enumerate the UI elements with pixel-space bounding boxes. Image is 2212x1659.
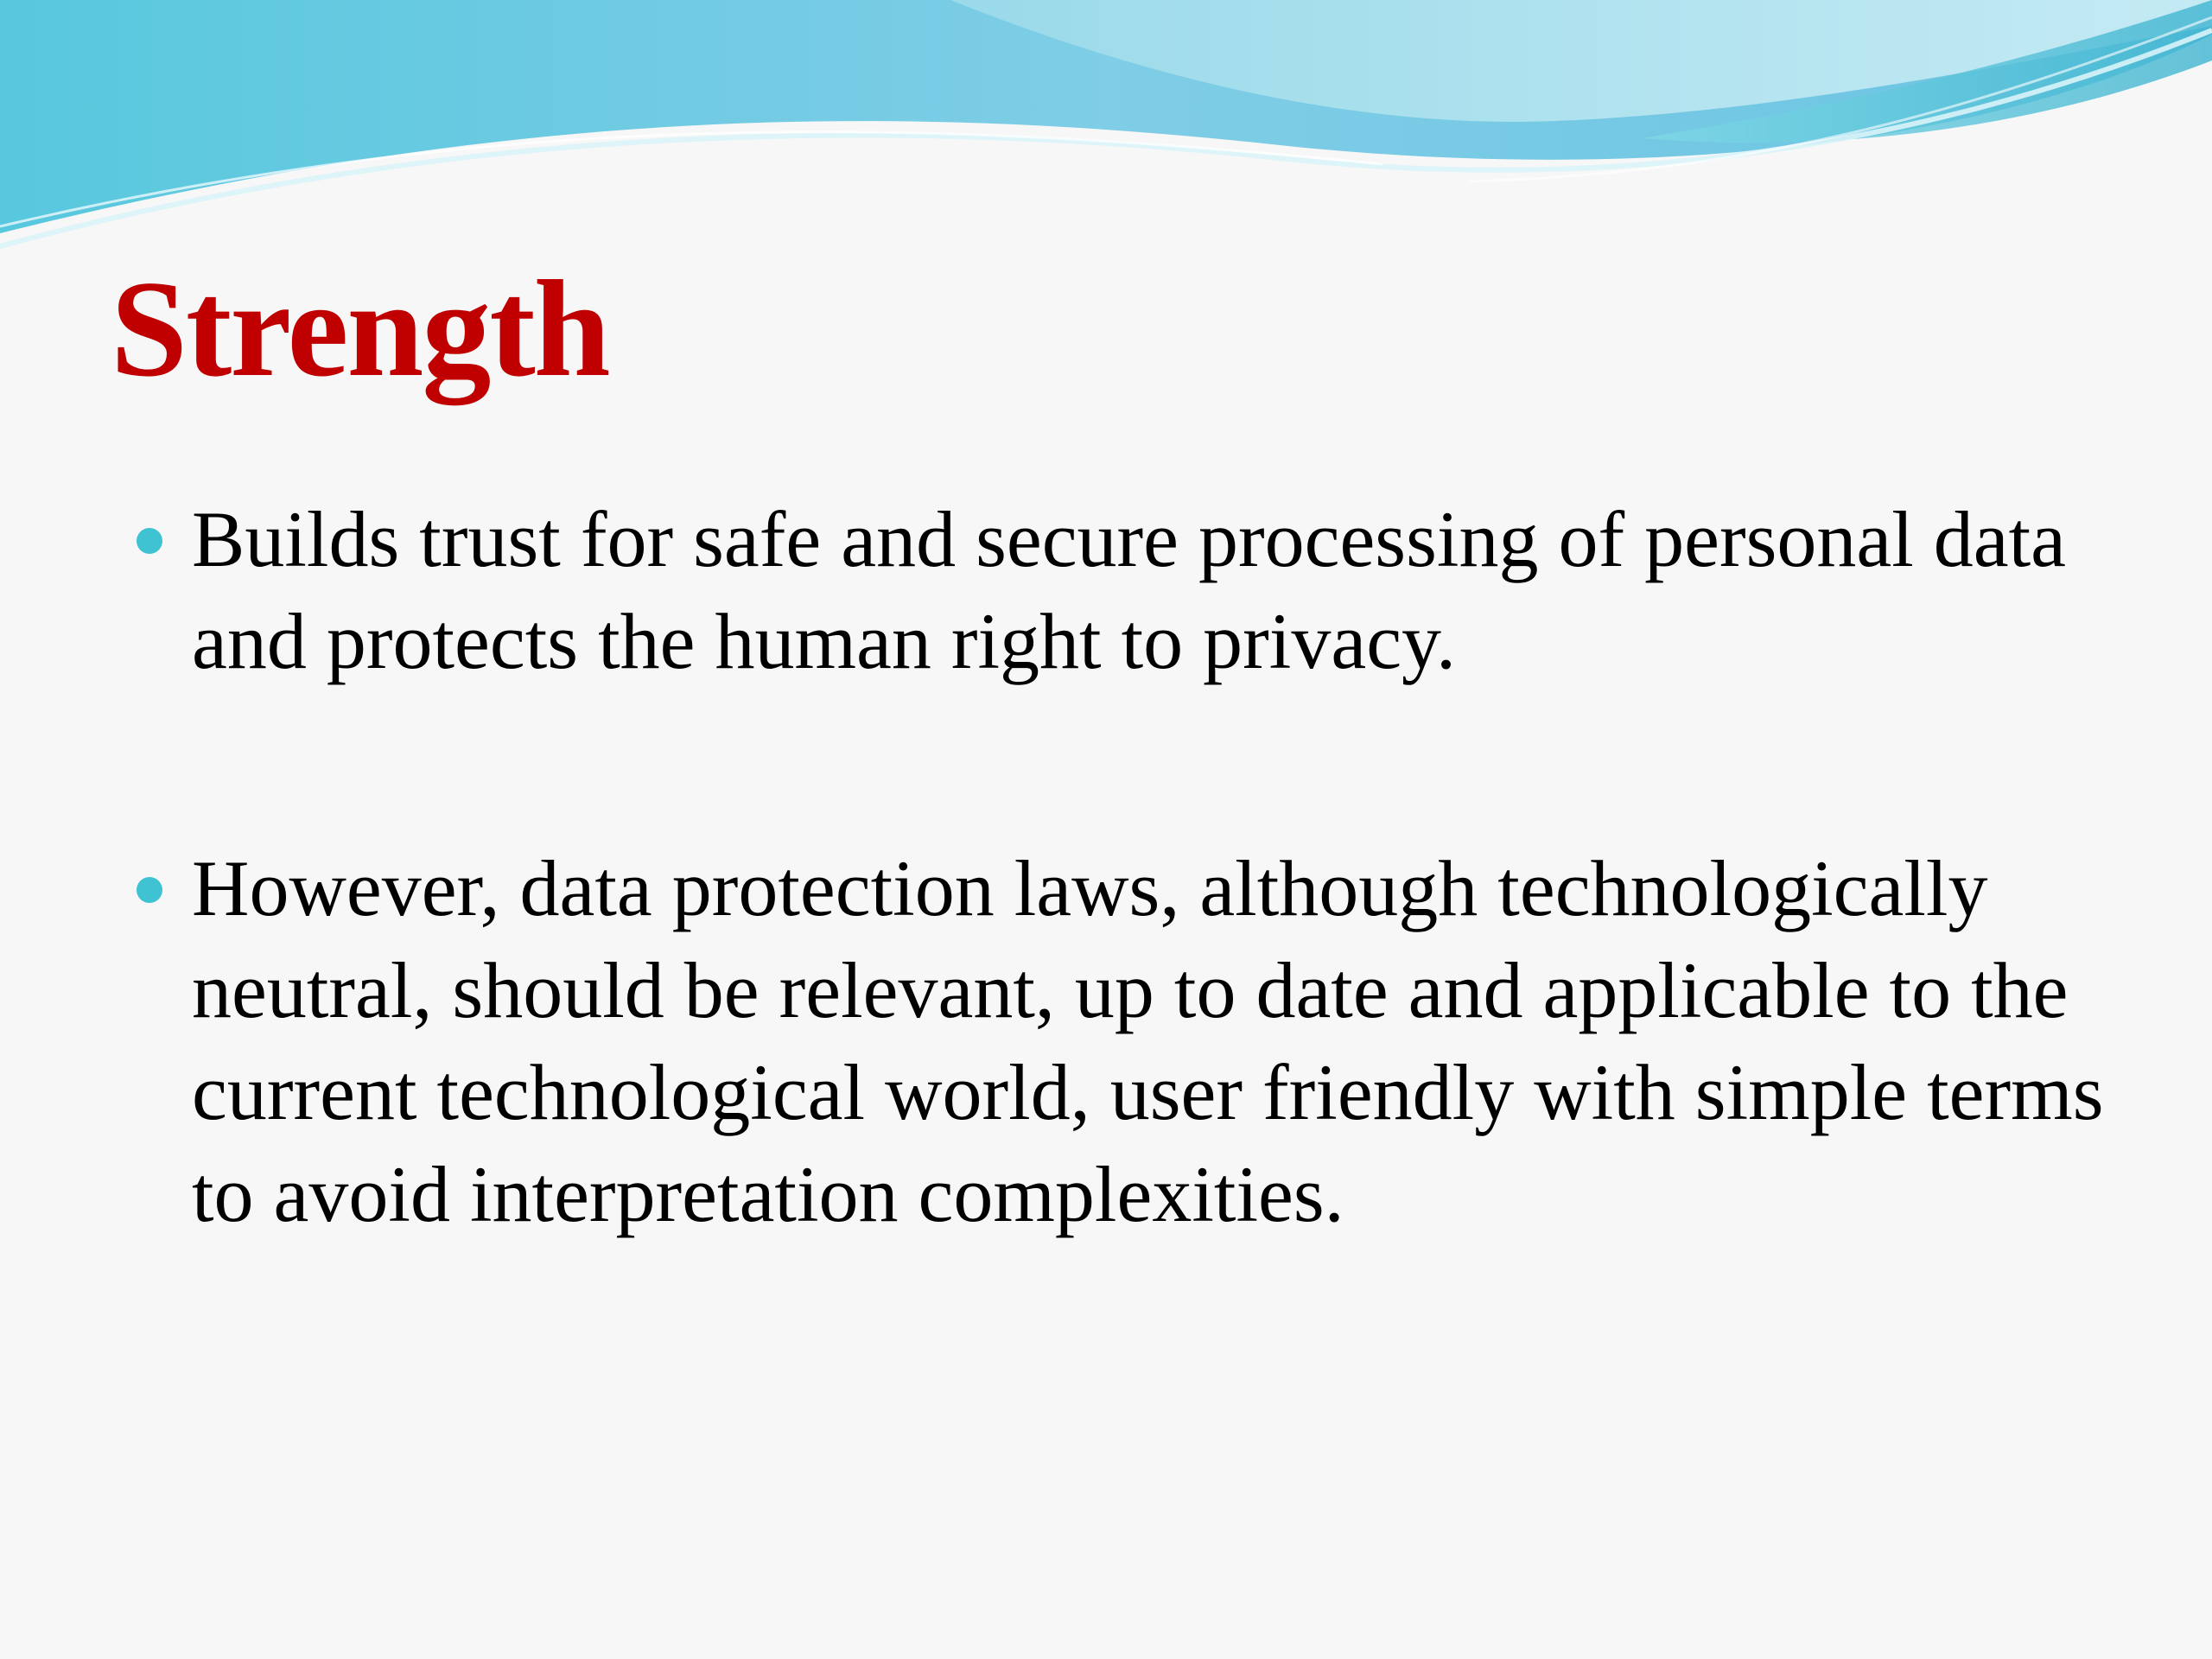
bullet-dot-icon (137, 877, 162, 903)
bullet-item-trust (130, 488, 2117, 692)
bullet-list (130, 488, 2117, 1245)
bullet-dot-icon (137, 528, 162, 554)
slide-title: Strength (111, 251, 609, 405)
bullet-item-however (130, 837, 2117, 1245)
bullet-text: However, data protection laws, although technologically neutral, should be relevant, up to date and applicable to the current technological world, user friendly with simple terms to avoid interpretation complexities. (192, 844, 2104, 1238)
bullet-text: Builds trust for safe and secure processing of personal data and protects the human right to privacy. (192, 495, 2067, 685)
wave-header-decoration (0, 0, 2212, 259)
